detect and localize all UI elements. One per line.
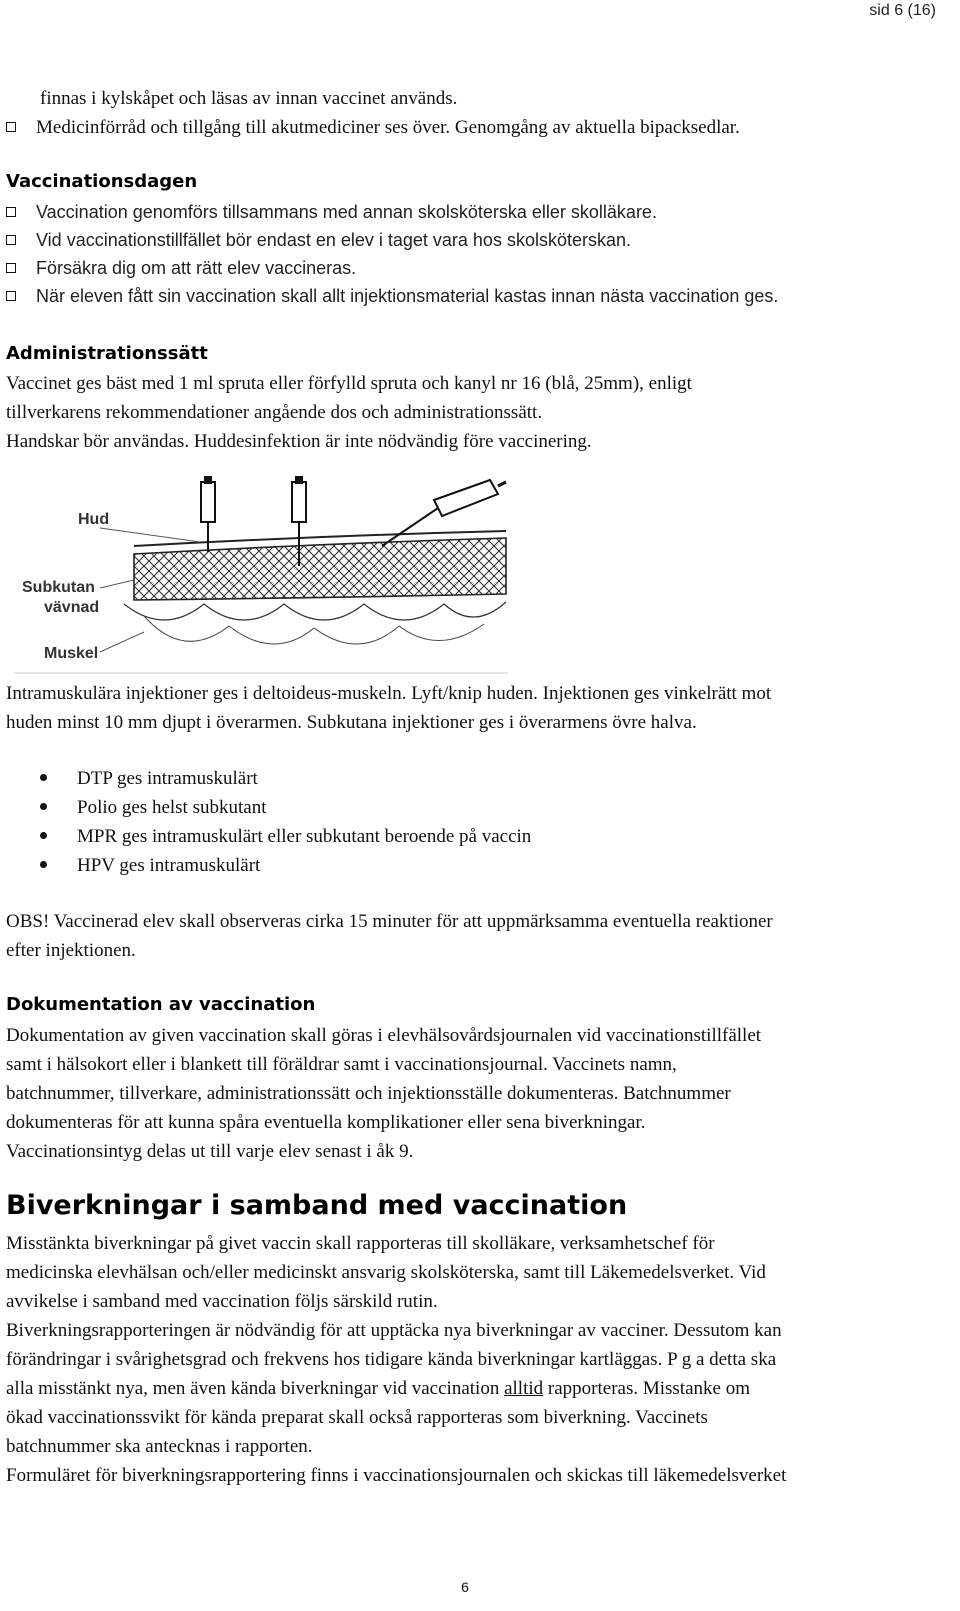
text-line: förändringar i svårighetsgrad och frekvens hos tidigare kända biverkningar kartläggas. P g a detta ska	[6, 1349, 777, 1370]
section-heading-administration: Administrationssätt	[6, 343, 208, 364]
text-line: Vaccinationsintyg delas ut till varje elev senast i åk 9.	[6, 1141, 414, 1162]
text-line: batchnummer ska antecknas i rapporten.	[6, 1436, 313, 1457]
paragraph-dokumentation	[6, 1021, 946, 1166]
section-heading-biverkningar: Biverkningar i samband med vaccination	[6, 1190, 628, 1221]
bullet-text: MPR ges intramuskulärt eller subkutant beroende på vaccin	[77, 826, 532, 847]
underlined-word: alltid	[504, 1378, 544, 1399]
injection-depth-figure	[14, 476, 508, 674]
figure-label-vavnad: vävnad	[44, 599, 100, 616]
bullet-item	[40, 851, 260, 880]
text-line: Misstänkta biverkningar på givet vaccin skall rapporteras till skolläkare, verksamhetschef för	[6, 1233, 715, 1254]
text-segment: rapporteras. Misstanke om	[543, 1378, 750, 1399]
bullet-icon	[40, 832, 47, 839]
page-indicator: sid 6 (16)	[869, 2, 936, 19]
text-line: Dokumentation av given vaccination skall göras i elevhälsovårdsjournalen vid vaccinationstillfället	[6, 1025, 762, 1046]
bullet-item	[40, 793, 266, 822]
paragraph-biverkningar	[6, 1229, 946, 1490]
paragraph-obs	[6, 907, 946, 965]
text-line: efter injektionen.	[6, 940, 136, 961]
text-line: tillverkarens rekommendationer angående dos och administrationssätt.	[6, 402, 543, 423]
text-line: avvikelse i samband med vaccination följs särskild rutin.	[6, 1291, 438, 1312]
text-line: dokumenteras för att kunna spåra eventuella komplikationer eller sena biverkningar.	[6, 1112, 646, 1133]
text-line: Vaccinet ges bäst med 1 ml spruta eller förfylld spruta och kanyl nr 16 (blå, 25mm), enligt	[6, 373, 692, 394]
text-line: Biverkningsrapporteringen är nödvändig för att upptäcka nya biverkningar av vacciner. Dessutom kan	[6, 1320, 782, 1341]
bullet-icon	[40, 774, 47, 781]
text-line: OBS! Vaccinerad elev skall observeras cirka 15 minuter för att uppmärksamma eventuella reaktioner	[6, 911, 773, 932]
checklist-item	[6, 282, 778, 311]
bullet-text: Polio ges helst subkutant	[77, 797, 267, 818]
figure-label-subkutan: Subkutan	[22, 579, 95, 596]
section-heading-dokumentation: Dokumentation av vaccination	[6, 994, 316, 1015]
checklist-item	[6, 226, 631, 255]
bullet-icon	[40, 861, 47, 868]
text-line: Intramuskulära injektioner ges i deltoideus-muskeln. Lyft/knip huden. Injektionen ges vinkelrätt mot	[6, 683, 772, 704]
text-line-alltid	[6, 1374, 946, 1403]
text-line: ökad vaccinationssvikt för kända preparat skall också rapporteras som biverkning. Vaccinets	[6, 1407, 708, 1428]
bullet-item	[40, 822, 531, 851]
intro-line: finnas i kylskåpet och läsas av innan vaccinet används.	[40, 88, 458, 109]
checkbox-icon	[6, 122, 16, 132]
checklist-text: Vaccination genomförs tillsammans med annan skolsköterska eller skolläkare.	[36, 202, 657, 222]
checkbox-icon	[6, 291, 16, 301]
checklist-item	[6, 113, 740, 142]
paragraph-administration	[6, 369, 946, 456]
section-heading-vaccinationsdagen: Vaccinationsdagen	[6, 171, 198, 192]
paragraph-injection	[6, 679, 946, 737]
bullet-text: DTP ges intramuskulärt	[77, 768, 258, 789]
checklist-text: Vid vaccinationstillfället bör endast en elev i taget vara hos skolsköterskan.	[36, 230, 631, 250]
checkbox-icon	[6, 235, 16, 245]
checklist-text: Medicinförråd och tillgång till akutmediciner ses över. Genomgång av aktuella bipacksedlar.	[36, 117, 740, 138]
page-number: 6	[461, 1579, 469, 1595]
figure-label-hud: Hud	[78, 511, 110, 528]
text-line: batchnummer, tillverkare, administrationssätt och injektionsställe dokumenteras. Batchnummer	[6, 1083, 731, 1104]
text-line: Handskar bör användas. Huddesinfektion är inte nödvändig före vaccinering.	[6, 431, 592, 452]
text-line: samt i hälsokort eller i blankett till föräldrar samt i vaccinationsjournal. Vaccinets namn,	[6, 1054, 677, 1075]
checklist-text: Försäkra dig om att rätt elev vaccineras.	[36, 258, 357, 278]
bullet-item	[40, 764, 258, 793]
text-segment: alla misstänkt nya, men även kända biverkningar vid vaccination	[6, 1378, 505, 1399]
checklist-text: När eleven fått sin vaccination skall allt injektionsmaterial kastas innan nästa vaccination ges.	[36, 286, 779, 306]
checklist-item	[6, 198, 657, 227]
checkbox-icon	[6, 207, 16, 217]
checkbox-icon	[6, 263, 16, 273]
bullet-icon	[40, 803, 47, 810]
bullet-text: HPV ges intramuskulärt	[77, 855, 261, 876]
checklist-item	[6, 254, 356, 283]
text-line: huden minst 10 mm djupt i överarmen. Subkutana injektioner ges i överarmens övre halva.	[6, 712, 697, 733]
text-line: Formuläret för biverkningsrapportering finns i vaccinationsjournalen och skickas till läkemedelsverket	[6, 1465, 787, 1486]
text-line: medicinska elevhälsan och/eller medicinskt ansvarig skolsköterska, samt till Läkemedelsverket. Vid	[6, 1262, 766, 1283]
figure-label-muskel: Muskel	[44, 645, 99, 662]
